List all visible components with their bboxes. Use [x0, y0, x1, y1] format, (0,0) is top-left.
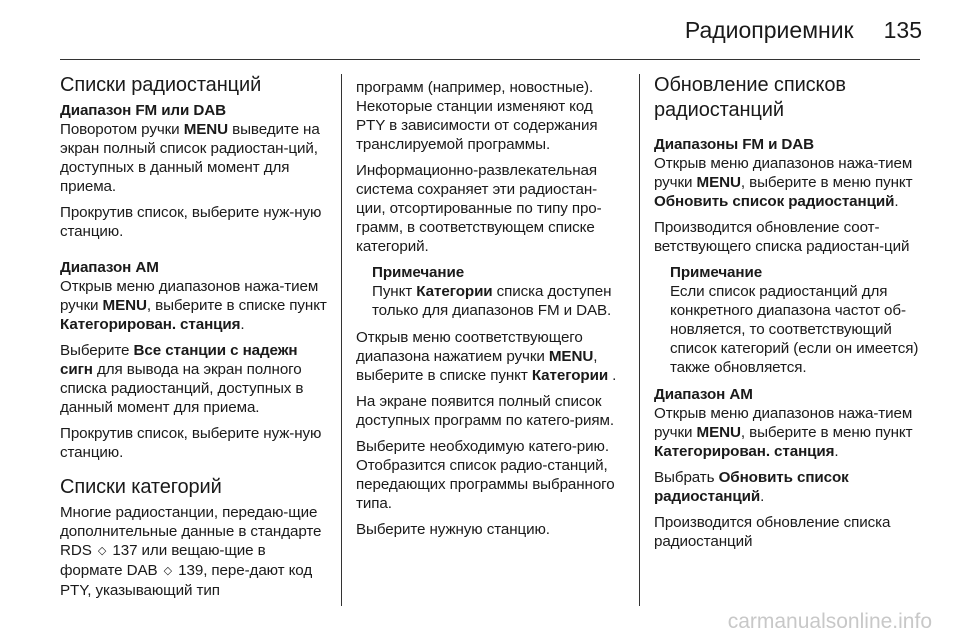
column-1 [60, 73, 327, 607]
paragraph: Информационно-развлекательная система сохраняет эти радиостан-ции, отсортированные по типу про-грамм, в соответствующем списке категорий. [356, 162, 602, 255]
paragraph: Выберите нужную станцию. [356, 521, 550, 538]
section-title-category-lists: Списки категорий [60, 476, 222, 498]
subhead-am: Диапазон AM [654, 386, 753, 403]
subhead-fm-dab: Диапазоны FM и DAB [654, 136, 815, 153]
column-divider-2 [639, 74, 640, 606]
column-3 [654, 73, 921, 558]
note-title: Примечание [670, 264, 763, 281]
column-divider-1 [341, 74, 342, 606]
section-title-update-lists: Обновление списков радиостанций [654, 74, 846, 121]
paragraph: Открыв меню соответствующего диапазона нажатием ручки MENU, выберите в списке пункт Категории . [356, 329, 617, 384]
note-box [654, 263, 921, 377]
paragraph: Поворотом ручки MENU выведите на экран полный список радиостан-ций, доступных в данный момент для приема. [60, 121, 320, 195]
page-number: 135 [883, 17, 922, 43]
paragraph: На экране появится полный список доступных программ по катего-риям. [356, 393, 614, 429]
page-reference-icon: ◇ [97, 545, 107, 557]
paragraph: Производится обновление соот-ветствующего списка радиостан-ций [654, 219, 910, 255]
paragraph: Многие радиостанции, передаю-щие дополнительные данные в стандарте RDS ◇ 137 или вещаю-щие в формате DAB ◇ 139, пере-дают код PTY, указывающий тип [60, 504, 322, 599]
paragraph: Выбрать Обновить список радиостанций. [654, 469, 849, 505]
watermark: carmanualsonline.info [727, 610, 932, 633]
column-2 [356, 78, 623, 546]
note-text: Если список радиостанций для конкретного диапазона частот об-новляется, то соответствующий список категорий (если он имеется) также обновляется. [670, 283, 919, 376]
paragraph: программ (например, новостные). Некоторые станции изменяют код PTY в зависимости от содержания транслируемой программы. [356, 79, 598, 153]
note-text: Пункт Категории списка доступен только для диапазонов FM и DAB. [372, 283, 612, 319]
section-title-station-lists: Списки радиостанций [60, 74, 262, 96]
note-title: Примечание [372, 264, 465, 281]
paragraph: Производится обновление списка радиостанций [654, 514, 891, 550]
paragraph: Прокрутив список, выберите нуж-ную станцию. [60, 204, 322, 240]
paragraph: Открыв меню диапазонов нажа-тием ручки MENU, выберите в меню пункт Обновить список радиостанций. [654, 155, 913, 210]
page-header [685, 17, 922, 44]
paragraph: Выберите Все станции с надежн сигн для вывода на экран полного списка радиостанций, доступных в данный момент для приема. [60, 342, 304, 416]
note-box [356, 263, 623, 320]
paragraph: Открыв меню диапазонов нажа-тием ручки MENU, выберите в списке пункт Категорирован. станция. [60, 278, 327, 333]
paragraph: Выберите необходимую катего-рию. Отобразится список радио-станций, передающих программы выбранного типа. [356, 438, 615, 512]
page-title: Радиоприемник [684, 17, 854, 43]
page-reference-icon: ◇ [163, 565, 173, 577]
subhead-am: Диапазон AM [60, 259, 159, 276]
header-rule [60, 59, 920, 60]
paragraph: Прокрутив список, выберите нуж-ную станцию. [60, 425, 322, 461]
subhead-fm-dab: Диапазон FM или DAB [60, 102, 226, 119]
paragraph: Открыв меню диапазонов нажа-тием ручки MENU, выберите в меню пункт Категорирован. станция. [654, 405, 913, 460]
